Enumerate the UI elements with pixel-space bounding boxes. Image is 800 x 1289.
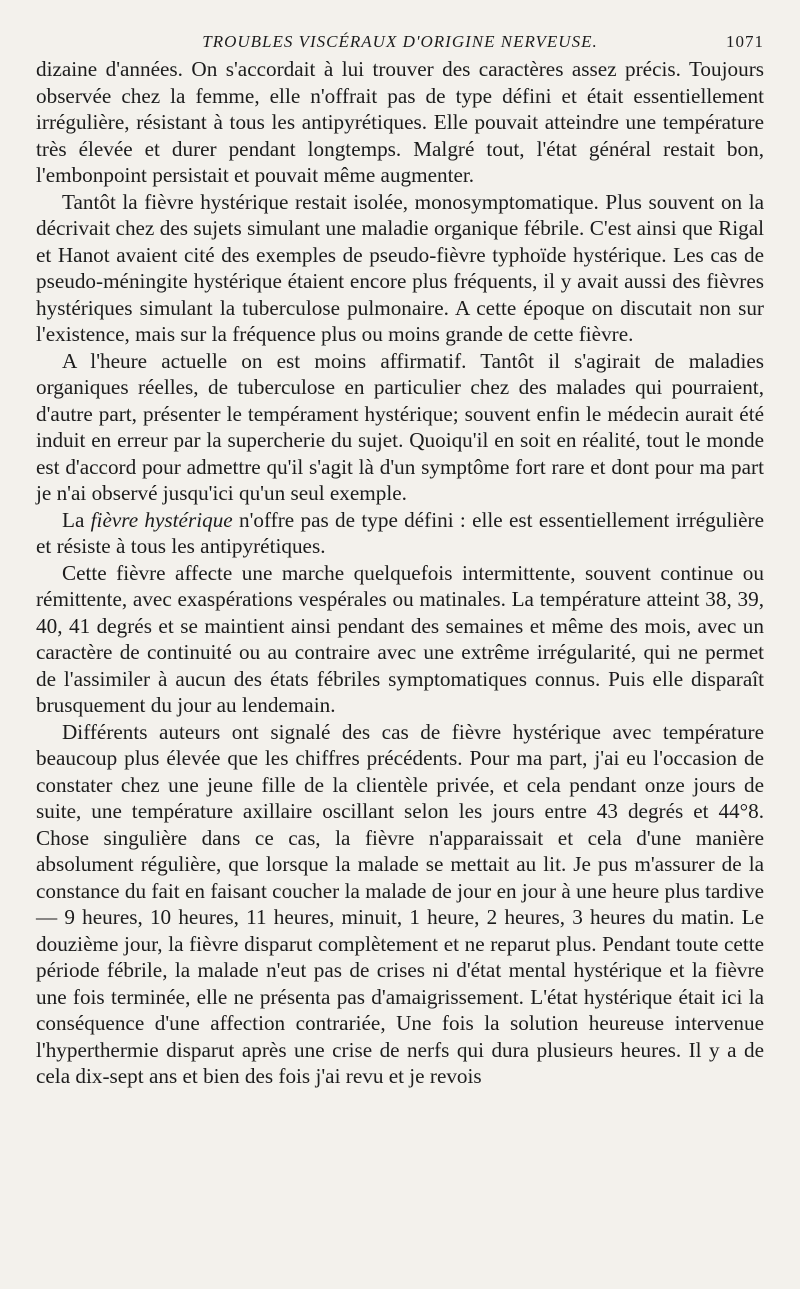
paragraph-6: Différents auteurs ont signalé des cas de fièvre hystérique avec température beaucoup plus élevée que les chiffres précédents. Pour ma part, j'ai eu l'occasion de constater chez une jeune fille de la clientèle privée, et cela pendant onze jours de suite, une température axillaire oscillant selon les jours entre 43 degrés et 44°8. Chose singulière dans ce cas, la fièvre n'apparaissait et cela d'une manière absolument régulière, que lorsque la malade se mettait au lit. Je pus m'assurer de la constance du fait en faisant coucher la malade de jour en jour à une heure plus tardive — 9 heures, 10 heures, 11 heures, minuit, 1 heure, 2 heures, 3 heures du matin. Le douzième jour, la fièvre disparut complètement et ne reparut plus. Pendant toute cette période fébrile, la malade n'eut pas de crises ni d'état mental hystérique et la fièvre une fois terminée, elle ne présenta pas d'amaigrissement. L'état hystérique était ici la conséquence d'une affection contrariée, Une fois la solution heureuse intervenue l'hyperthermie disparut après une crise de nerfs qui dura plusieurs heures. Il y a de cela dix-sept ans et bien des fois j'ai revu et je revois — [36, 719, 764, 1088]
paragraph-2: Tantôt la fièvre hystérique restait isolée, monosymptomatique. Plus souvent on la décrivait chez des sujets simulant une maladie organique fébrile. C'est ainsi que Rigal et Hanot avaient cité des exemples de pseudo-fièvre typhoïde hystérique. Les cas de pseudo-méningite hystérique étaient encore plus fréquents, il y avait aussi des fièvres hystériques simulant la tuberculose pulmonaire. A cette époque on discutait non sur l'existence, mais sur la fréquence plus ou moins grande de cette fièvre. — [36, 189, 764, 346]
paragraph-4-rest: n'offre pas de type défini : elle est essentiellement irrégulière et résiste à tous les antipyrétiques. — [36, 507, 764, 558]
paragraph-4-start: La — [62, 507, 91, 532]
running-header — [36, 28, 764, 56]
italic-term: fièvre hystérique — [90, 507, 233, 532]
running-title: TROUBLES VISCÉRAUX D'ORIGINE NERVEUSE. — [202, 32, 598, 51]
paragraph-4 — [36, 507, 764, 560]
paragraph-3: A l'heure actuelle on est moins affirmatif. Tantôt il s'agirait de maladies organiques réelles, de tuberculose en particulier chez des malades qui pourraient, d'autre part, présenter le tempérament hystérique; souvent enfin le médecin aurait été induit en erreur par la supercherie du sujet. Quoiqu'il en soit en réalité, tout le monde est d'accord pour admettre qu'il s'agit là d'un symptôme fort rare et dont pour ma part je n'ai observé jusqu'ici qu'un seul exemple. — [36, 348, 764, 505]
page-number: 1071 — [726, 32, 764, 51]
paragraph-5: Cette fièvre affecte une marche quelquefois intermittente, souvent continue ou rémittente, avec exaspérations vespérales ou matinales. La température atteint 38, 39, 40, 41 degrés et se maintient ainsi pendant des semaines et même des mois, avec un caractère de continuité ou au contraire avec une extrême irrégularité, qui ne permet de l'assimiler à aucun des états fébriles symptomatiques connus. Puis elle disparaît brusquement du jour au lendemain. — [36, 560, 764, 717]
paragraph-1: dizaine d'années. On s'accordait à lui trouver des caractères assez précis. Toujours observée chez la femme, elle n'offrait pas de type défini et était essentiellement irrégulière, résistant à tous les antipyrétiques. Elle pouvait atteindre une température très élevée et durer pendant longtemps. Malgré tout, l'état général restait bon, l'embonpoint persistait et pouvait même augmenter. — [36, 57, 764, 187]
body-text — [36, 56, 764, 1090]
